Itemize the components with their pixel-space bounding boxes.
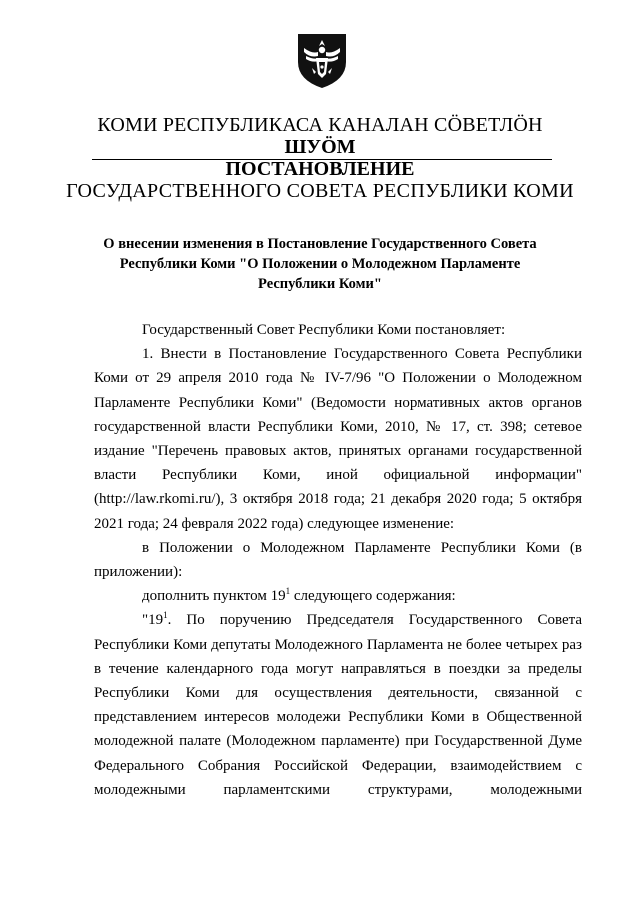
document-title <box>100 234 540 294</box>
clause-number: "19 <box>142 612 164 629</box>
paragraph-clause-19-1 <box>94 608 582 802</box>
document-body <box>94 318 582 802</box>
add-clause-text-end: следующего содержания: <box>290 588 456 605</box>
komi-document-type: ШУӦМ <box>284 136 356 158</box>
paragraph-item-1: 1. Внести в Постановление Государственного Совета Республики Коми от 29 апреля 2010 года № IV-7/96 "О Положении о Молодежном Парламенте Республики Коми" (Ведомости нормативных актов органов государственной власти Республики Коми, 2010, № 17, ст. 398; сетевое издание "Перечень правовых актов, принятых органами государственной власти Республики Коми, иной официальной информации" (http://law.rkomi.ru/), 3 октября 2018 года; 21 декабря 2020 года; 5 октября 2021 года; 24 февраля 2022 года) следующее изменение: <box>94 346 582 532</box>
title-line-1: О внесении изменения в Постановление Государственного Совета <box>103 236 537 252</box>
paragraph-add-clause <box>94 584 582 608</box>
add-clause-text: дополнить пунктом 19 <box>142 588 286 605</box>
superscript: 1 <box>163 610 168 621</box>
title-line-3: Республики Коми" <box>258 276 382 292</box>
russian-header-line: ГОСУДАРСТВЕННОГО СОВЕТА РЕСПУБЛИКИ КОМИ <box>66 180 574 202</box>
russian-document-type: ПОСТАНОВЛЕНИЕ <box>225 158 415 180</box>
title-line-2: Республики Коми "О Положении о Молодежном Парламенте <box>119 256 521 272</box>
paragraph-amendment-target: в Положении о Молодежном Парламенте Республики Коми (в приложении): <box>94 539 582 581</box>
paragraph-preamble: Государственный Совет Республики Коми постановляет: <box>142 322 506 338</box>
clause-text: . По поручению Председателя Государственного Совета Республики Коми депутаты Молодежного Парламента не более четырех раз в течение календарного года могут направляться в поездки за пределы Республики Коми для осуществления деятельности, связанной с представлением интересов молодежи Республики Коми в Общественной молодежной палате (Молодежном парламенте) при Государственной Думе Федерального Собрания Российской Федерации, взаимодействием с молодежными парламентскими структурами, молодежными <box>94 612 582 798</box>
superscript: 1 <box>285 586 291 597</box>
komi-coat-of-arms-icon <box>294 28 350 90</box>
komi-header-line: КОМИ РЕСПУБЛИКАСА КАНАЛАН СӦВЕТЛӦН <box>97 114 543 136</box>
